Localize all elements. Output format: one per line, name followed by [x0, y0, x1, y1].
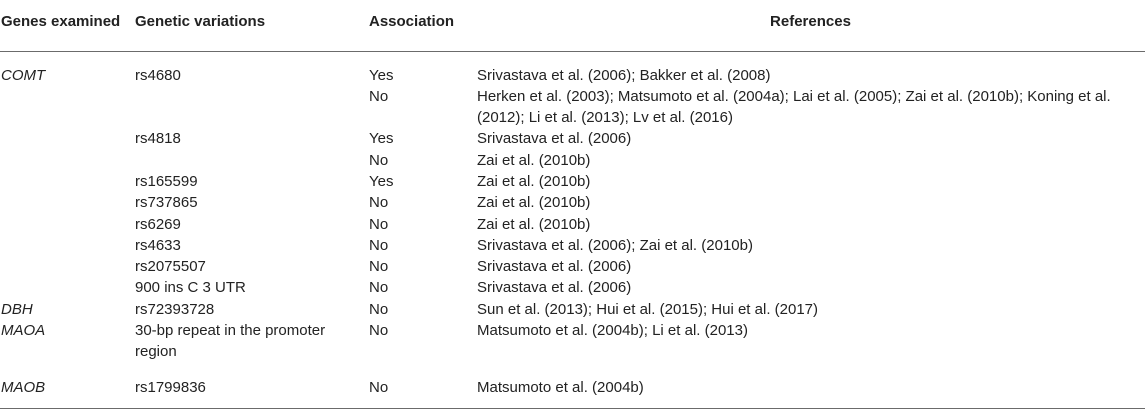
- variation-cell: rs4818: [135, 130, 181, 148]
- table-row: [0, 150, 1145, 171]
- table-row: [0, 86, 1145, 129]
- gene-cell: [0, 214, 134, 235]
- association-cell: No: [369, 151, 389, 169]
- variation-cell: rs4680: [135, 66, 181, 84]
- association-cell: No: [369, 322, 389, 340]
- gene-cell: [0, 256, 134, 277]
- references-cell: Matsumoto et al. (2004b); Li et al. (2013): [477, 322, 748, 340]
- table-row: [0, 51, 1145, 86]
- gene-cell: [0, 171, 134, 192]
- references-cell: Srivastava et al. (2006): [477, 279, 632, 297]
- association-cell: No: [369, 194, 389, 212]
- references-cell: Zai et al. (2010b): [477, 215, 591, 233]
- gene-cell: DBH: [1, 300, 33, 318]
- association-cell: Yes: [369, 66, 394, 84]
- variation-cell: 30-bp repeat in the promoter region: [135, 322, 326, 361]
- variation-cell: 900 ins C 3 UTR: [135, 279, 246, 297]
- gene-cell: [0, 128, 134, 149]
- references-cell: Srivastava et al. (2006); Zai et al. (2010b): [477, 236, 753, 254]
- variation-cell: rs2075507: [135, 258, 206, 276]
- references-cell: Sun et al. (2013); Hui et al. (2015); Hui et al. (2017): [477, 300, 819, 318]
- variation-cell: rs1799836: [135, 378, 206, 396]
- references-cell: Zai et al. (2010b): [477, 151, 591, 169]
- table-row: [0, 256, 1145, 277]
- header-genetic-variations: Genetic variations: [135, 13, 266, 30]
- table-row: [0, 363, 1145, 409]
- gene-cell: [0, 277, 134, 298]
- association-cell: No: [369, 236, 389, 254]
- table-row: [0, 192, 1145, 213]
- references-cell: Srivastava et al. (2006): [477, 130, 632, 148]
- table-header-row: [0, 0, 1145, 51]
- references-cell: Srivastava et al. (2006); Bakker et al. (2008): [477, 66, 771, 84]
- references-cell: Zai et al. (2010b): [477, 172, 591, 190]
- table-row: [0, 277, 1145, 298]
- gene-cell: MAOA: [1, 322, 46, 340]
- association-cell: Yes: [369, 172, 394, 190]
- references-cell: Matsumoto et al. (2004b): [477, 378, 644, 396]
- gene-cell: MAOB: [1, 378, 46, 396]
- references-cell: Zai et al. (2010b): [477, 194, 591, 212]
- variation-cell: rs4633: [135, 236, 181, 254]
- variation-cell: [134, 86, 368, 129]
- header-references: References: [770, 13, 851, 30]
- table-row: [0, 214, 1145, 235]
- variation-cell: rs165599: [135, 172, 198, 190]
- gene-cell: [0, 150, 134, 171]
- gene-cell: [0, 235, 134, 256]
- association-cell: No: [369, 87, 389, 105]
- variation-cell: rs72393728: [135, 300, 215, 318]
- association-cell: Yes: [369, 130, 394, 148]
- references-cell: Srivastava et al. (2006): [477, 258, 632, 276]
- table-row: [0, 171, 1145, 192]
- association-cell: No: [369, 378, 389, 396]
- table-row: [0, 128, 1145, 149]
- table-row: [0, 235, 1145, 256]
- references-cell: Herken et al. (2003); Matsumoto et al. (2004a); Lai et al. (2005); Zai et al. (2010b); Koning et al. (2012); Li et al. (2013); Lv et al. (2016): [477, 87, 1111, 127]
- table-row: [0, 299, 1145, 320]
- gene-cell: COMT: [1, 66, 46, 84]
- association-cell: No: [369, 258, 389, 276]
- variation-cell: rs6269: [135, 215, 181, 233]
- header-association: Association: [369, 13, 455, 30]
- variation-cell: [134, 150, 368, 171]
- association-cell: No: [369, 215, 389, 233]
- gene-cell: [0, 86, 134, 129]
- association-cell: No: [369, 279, 389, 297]
- variation-cell: rs737865: [135, 194, 198, 212]
- gene-cell: [0, 192, 134, 213]
- association-cell: No: [369, 300, 389, 318]
- header-genes-examined: Genes examined: [1, 13, 121, 30]
- table-row: [0, 320, 1145, 363]
